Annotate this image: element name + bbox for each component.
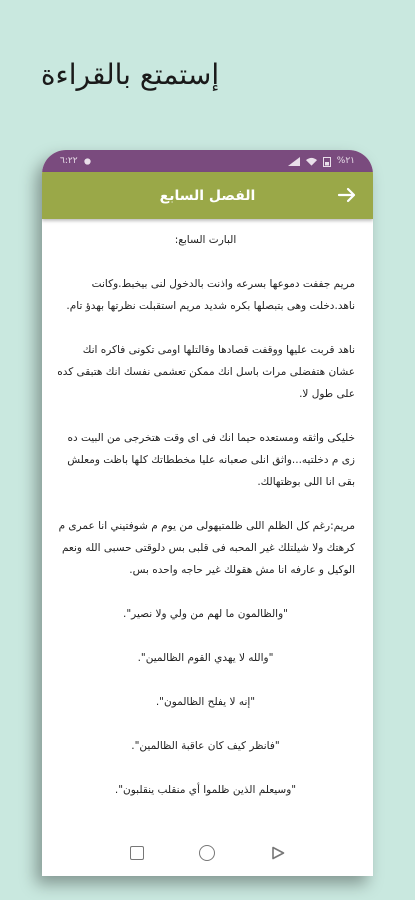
chapter-verse: "والظالمون ما لهم من ولي ولا نصير".: [123, 608, 288, 620]
chapter-heading: البارت السابع:: [174, 234, 237, 246]
chapter-verse: "والله لا يهدي القوم الظالمين".: [137, 652, 274, 664]
promo-headline: إستمتع بالقراءة: [40, 58, 220, 91]
battery-icon: [323, 156, 331, 167]
arrow-right-icon[interactable]: [335, 183, 359, 207]
chapter-paragraph: مريم جففت دموعها بسرعه واذنت بالدخول لنى بيخبط.وكانت ناهد.دخلت وهى بتبصلها بكره شديد مريم استقبلت نظرتها بهدؤ تام.: [66, 278, 355, 312]
status-time: ٦:٢٢: [60, 156, 78, 166]
chapter-verse: "وسيعلم الذين ظلموا أي منقلب ينقلبون".: [114, 784, 297, 796]
chapter-title: الفصل السابع: [159, 187, 256, 204]
triangle-back-icon[interactable]: [271, 846, 285, 860]
status-bar: [42, 150, 373, 172]
battery-level: %٢١: [336, 156, 355, 166]
circle-icon[interactable]: [199, 845, 215, 861]
notification-icon: [83, 157, 92, 166]
system-nav-bar: [42, 830, 373, 876]
chapter-paragraph: خليكى واثقه ومستعده حيما انك فى اى وقت هتخرجى من البيت ده زى م دخلتيه...واثق انلى صعبانه عليا مخططاتك كلها باظت ومعلش بقى انا اللى بوظتهالك.: [67, 432, 355, 488]
chapter-paragraph: مريم:رغم كل الظلم اللى ظلمتيهولى من يوم م شوفتيني انا عمرى م كرهتك ولا شيلتلك غير المحبه فى قلبى بس دلوقتى حسبى الله ونعم الوكيل و عارفه انا مش هقولك غير حاجه واحده بس.: [58, 520, 355, 576]
chapter-content: [42, 219, 373, 801]
chapter-paragraph: ناهد قربت عليها ووقفت قصادها وقالتلها اومى تكونى فاكره انك عشان هتفضلى مرات باسل انك ممكن تعشمى نفسك انك هتبقى كده على طول لا.: [57, 344, 355, 400]
signal-icon: [288, 157, 300, 166]
phone-screen: [42, 150, 373, 876]
app-bar: [42, 172, 373, 219]
chapter-verse: "فانظر كيف كان عاقبة الظالمين".: [131, 740, 280, 752]
wifi-icon: [306, 157, 317, 166]
chapter-verse: "إنه لا يفلح الظالمون".: [155, 696, 256, 708]
square-icon[interactable]: [130, 846, 144, 860]
